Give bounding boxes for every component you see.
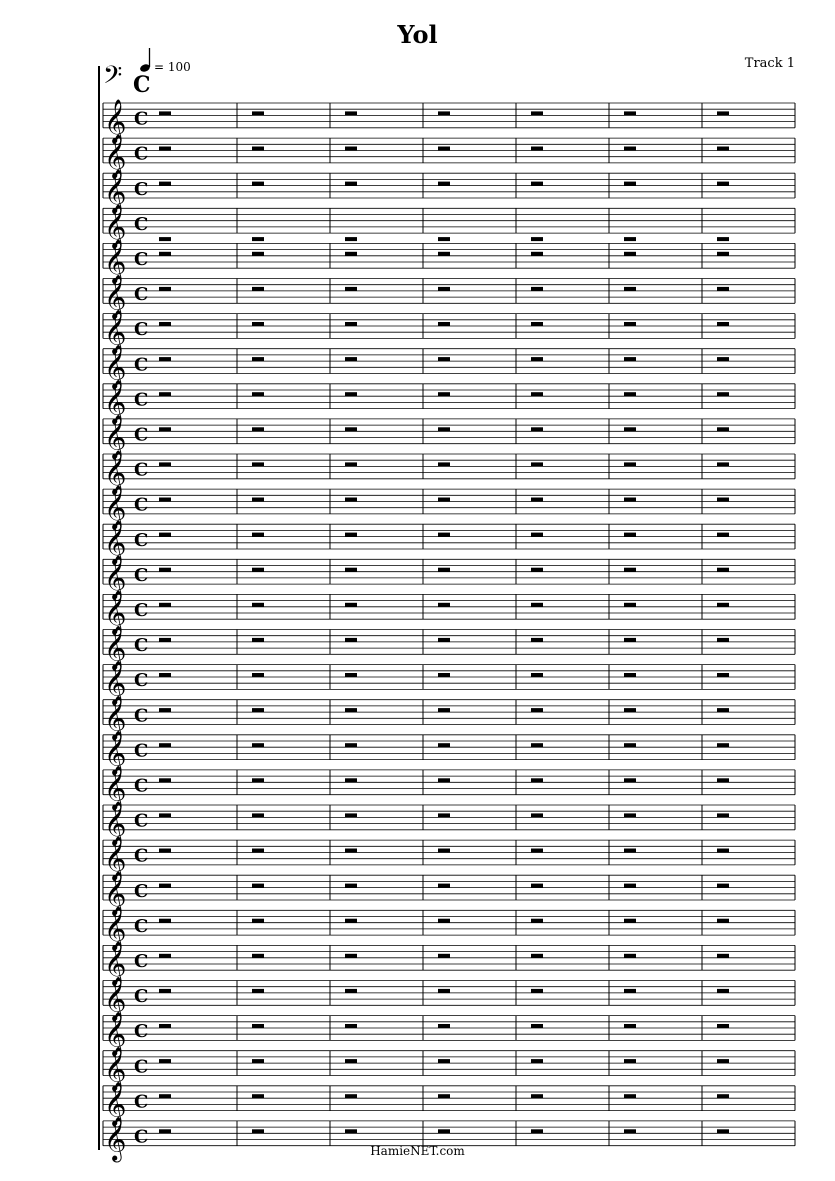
half-rest bbox=[531, 603, 543, 607]
treble-clef-icon: 𝄞 bbox=[104, 1011, 127, 1056]
half-rest bbox=[717, 989, 729, 993]
half-rest bbox=[252, 462, 264, 466]
half-rest bbox=[345, 849, 357, 853]
time-signature: C bbox=[134, 810, 149, 832]
half-rest bbox=[531, 884, 543, 888]
half-rest bbox=[345, 989, 357, 993]
treble-clef-icon: 𝄞 bbox=[104, 625, 127, 670]
half-rest bbox=[345, 252, 357, 256]
time-signature: C bbox=[134, 494, 149, 516]
half-rest bbox=[531, 1094, 543, 1098]
time-signature: C bbox=[134, 143, 149, 165]
half-rest bbox=[345, 111, 357, 115]
half-rest bbox=[345, 322, 357, 326]
half-rest bbox=[159, 182, 171, 186]
half-rest bbox=[159, 884, 171, 888]
half-rest bbox=[252, 182, 264, 186]
half-rest bbox=[624, 182, 636, 186]
half-rest bbox=[159, 813, 171, 817]
half-rest bbox=[531, 357, 543, 361]
half-rest bbox=[252, 237, 264, 241]
half-rest bbox=[624, 147, 636, 151]
half-rest bbox=[438, 568, 450, 572]
time-signature: C bbox=[134, 213, 149, 235]
half-rest bbox=[345, 498, 357, 502]
half-rest bbox=[531, 989, 543, 993]
treble-clef-icon: 𝄞 bbox=[104, 800, 127, 845]
time-signature: C bbox=[134, 319, 149, 341]
half-rest bbox=[717, 1024, 729, 1028]
half-rest bbox=[252, 1129, 264, 1133]
half-rest bbox=[252, 392, 264, 396]
half-rest bbox=[624, 498, 636, 502]
half-rest bbox=[531, 252, 543, 256]
half-rest bbox=[345, 392, 357, 396]
half-rest bbox=[438, 147, 450, 151]
half-rest bbox=[438, 392, 450, 396]
half-rest bbox=[624, 813, 636, 817]
half-rest bbox=[624, 673, 636, 677]
half-rest bbox=[624, 237, 636, 241]
half-rest bbox=[624, 427, 636, 431]
half-rest bbox=[624, 638, 636, 642]
treble-clef-icon: 𝄞 bbox=[104, 871, 127, 915]
half-rest bbox=[159, 954, 171, 958]
half-rest bbox=[252, 1059, 264, 1063]
half-rest bbox=[531, 1024, 543, 1028]
half-rest bbox=[345, 603, 357, 607]
half-rest bbox=[531, 182, 543, 186]
half-rest bbox=[252, 954, 264, 958]
half-rest bbox=[717, 462, 729, 466]
half-rest bbox=[624, 919, 636, 923]
time-signature: C bbox=[134, 635, 149, 657]
instrument-label: Track 1 bbox=[744, 56, 795, 71]
half-rest bbox=[624, 954, 636, 958]
half-rest bbox=[345, 1129, 357, 1133]
half-rest bbox=[159, 708, 171, 712]
time-signature: C bbox=[134, 389, 149, 411]
half-rest bbox=[717, 1094, 729, 1098]
half-rest bbox=[438, 954, 450, 958]
half-rest bbox=[438, 1129, 450, 1133]
half-rest bbox=[438, 673, 450, 677]
half-rest bbox=[438, 182, 450, 186]
half-rest bbox=[345, 533, 357, 537]
half-rest bbox=[252, 357, 264, 361]
half-rest bbox=[438, 813, 450, 817]
time-signature: C bbox=[134, 740, 149, 762]
treble-clef-icon: 𝄞 bbox=[104, 1116, 127, 1161]
half-rest bbox=[438, 708, 450, 712]
treble-clef-icon: 𝄞 bbox=[104, 660, 127, 705]
half-rest bbox=[345, 743, 357, 747]
half-rest bbox=[159, 392, 171, 396]
half-rest bbox=[438, 638, 450, 642]
half-rest bbox=[159, 147, 171, 151]
half-rest bbox=[624, 1059, 636, 1063]
half-rest bbox=[717, 813, 729, 817]
half-rest bbox=[624, 252, 636, 256]
half-rest bbox=[717, 919, 729, 923]
half-rest bbox=[624, 708, 636, 712]
half-rest bbox=[252, 498, 264, 502]
half-rest bbox=[717, 708, 729, 712]
half-rest bbox=[624, 392, 636, 396]
half-rest bbox=[624, 884, 636, 888]
half-rest bbox=[624, 849, 636, 853]
time-signature: C bbox=[134, 951, 149, 972]
half-rest bbox=[252, 252, 264, 256]
treble-clef-icon: 𝄞 bbox=[104, 941, 127, 986]
half-rest bbox=[438, 1059, 450, 1063]
half-rest bbox=[531, 322, 543, 326]
treble-clef-icon: 𝄞 bbox=[104, 204, 127, 249]
half-rest bbox=[531, 778, 543, 782]
half-rest bbox=[717, 357, 729, 361]
half-rest bbox=[531, 568, 543, 572]
half-rest bbox=[624, 357, 636, 361]
treble-clef-icon: 𝄞 bbox=[104, 169, 127, 213]
half-rest bbox=[624, 743, 636, 747]
half-rest bbox=[159, 673, 171, 677]
half-rest bbox=[345, 147, 357, 151]
time-signature: C bbox=[134, 178, 149, 200]
half-rest bbox=[624, 989, 636, 993]
half-rest bbox=[345, 287, 357, 291]
half-rest bbox=[159, 111, 171, 115]
half-rest bbox=[345, 813, 357, 817]
half-rest bbox=[717, 111, 729, 115]
footer-credit: HamieNET.com bbox=[370, 1144, 465, 1158]
treble-clef-icon: 𝄞 bbox=[104, 730, 127, 775]
half-rest bbox=[345, 919, 357, 923]
half-rest bbox=[438, 462, 450, 466]
time-signature: C bbox=[134, 775, 149, 797]
half-rest bbox=[717, 427, 729, 431]
score-title: Yol bbox=[397, 20, 438, 49]
half-rest bbox=[252, 427, 264, 431]
half-rest bbox=[252, 638, 264, 642]
half-rest bbox=[345, 237, 357, 241]
treble-clef-icon: 𝄞 bbox=[104, 274, 127, 319]
half-rest bbox=[438, 919, 450, 923]
half-rest bbox=[438, 498, 450, 502]
time-signature: C bbox=[134, 705, 149, 727]
half-rest bbox=[531, 743, 543, 747]
treble-clef-icon: 𝄞 bbox=[104, 976, 127, 1021]
time-signature: C bbox=[134, 986, 149, 1008]
half-rest bbox=[624, 1024, 636, 1028]
time-signature: C bbox=[133, 72, 151, 98]
half-rest bbox=[345, 182, 357, 186]
half-rest bbox=[624, 533, 636, 537]
half-rest bbox=[438, 849, 450, 853]
half-rest bbox=[159, 498, 171, 502]
half-rest bbox=[252, 1094, 264, 1098]
half-rest bbox=[531, 849, 543, 853]
time-signature: C bbox=[134, 284, 149, 306]
half-rest bbox=[531, 498, 543, 502]
treble-clef-icon: 𝄞 bbox=[104, 309, 127, 354]
half-rest bbox=[717, 287, 729, 291]
half-rest bbox=[159, 638, 171, 642]
half-rest bbox=[252, 778, 264, 782]
half-rest bbox=[717, 568, 729, 572]
half-rest bbox=[624, 603, 636, 607]
tempo-marking: = 100 bbox=[154, 60, 191, 74]
treble-clef-icon: 𝄞 bbox=[104, 835, 127, 880]
treble-clef-icon: 𝄞 bbox=[104, 590, 127, 635]
half-rest bbox=[252, 673, 264, 677]
half-rest bbox=[531, 638, 543, 642]
time-signature: C bbox=[134, 249, 149, 270]
treble-clef-icon: 𝄞 bbox=[104, 414, 127, 459]
time-signature: C bbox=[134, 670, 149, 692]
time-signature: C bbox=[134, 564, 149, 586]
half-rest bbox=[345, 462, 357, 466]
half-rest bbox=[438, 237, 450, 241]
half-rest bbox=[345, 1094, 357, 1098]
treble-clef-icon: 𝄞 bbox=[104, 1046, 127, 1091]
half-rest bbox=[345, 1059, 357, 1063]
half-rest bbox=[624, 462, 636, 466]
half-rest bbox=[159, 919, 171, 923]
half-rest bbox=[717, 498, 729, 502]
half-rest bbox=[531, 1059, 543, 1063]
half-rest bbox=[624, 111, 636, 115]
half-rest bbox=[159, 427, 171, 431]
treble-clef-icon: 𝄞 bbox=[104, 1081, 127, 1126]
time-signature: C bbox=[134, 529, 149, 551]
half-rest bbox=[345, 568, 357, 572]
treble-clef-icon: 𝄞 bbox=[104, 520, 127, 564]
half-rest bbox=[624, 322, 636, 326]
treble-clef-icon: 𝄞 bbox=[104, 906, 127, 951]
treble-clef-icon: 𝄞 bbox=[104, 379, 127, 424]
half-rest bbox=[624, 568, 636, 572]
treble-clef-icon: 𝄞 bbox=[104, 484, 127, 529]
half-rest bbox=[717, 638, 729, 642]
half-rest bbox=[531, 392, 543, 396]
time-signature: C bbox=[134, 108, 149, 130]
half-rest bbox=[252, 884, 264, 888]
half-rest bbox=[159, 533, 171, 537]
half-rest bbox=[252, 989, 264, 993]
half-rest bbox=[438, 322, 450, 326]
half-rest bbox=[624, 1094, 636, 1098]
half-rest bbox=[159, 322, 171, 326]
half-rest bbox=[252, 568, 264, 572]
half-rest bbox=[159, 462, 171, 466]
time-signature: C bbox=[134, 1056, 149, 1078]
half-rest bbox=[438, 1024, 450, 1028]
half-rest bbox=[159, 568, 171, 572]
half-rest bbox=[159, 1024, 171, 1028]
half-rest bbox=[438, 427, 450, 431]
half-rest bbox=[717, 322, 729, 326]
half-rest bbox=[438, 743, 450, 747]
half-rest bbox=[252, 849, 264, 853]
half-rest bbox=[159, 989, 171, 993]
time-signature: C bbox=[134, 845, 149, 867]
half-rest bbox=[717, 849, 729, 853]
bass-clef-icon: 𝄢 bbox=[103, 61, 123, 96]
half-rest bbox=[531, 147, 543, 151]
half-rest bbox=[717, 778, 729, 782]
half-rest bbox=[717, 237, 729, 241]
half-rest bbox=[531, 919, 543, 923]
half-rest bbox=[345, 427, 357, 431]
time-signature: C bbox=[134, 1021, 149, 1043]
half-rest bbox=[159, 778, 171, 782]
half-rest bbox=[345, 1024, 357, 1028]
treble-clef-icon: 𝄞 bbox=[104, 555, 127, 600]
half-rest bbox=[531, 673, 543, 677]
half-rest bbox=[159, 1129, 171, 1133]
half-rest bbox=[252, 813, 264, 817]
half-rest bbox=[624, 1129, 636, 1133]
half-rest bbox=[252, 287, 264, 291]
half-rest bbox=[717, 884, 729, 888]
half-rest bbox=[252, 1024, 264, 1028]
time-signature: C bbox=[134, 1126, 149, 1148]
treble-clef-icon: 𝄞 bbox=[104, 239, 127, 284]
half-rest bbox=[345, 357, 357, 361]
treble-clef-icon: 𝄞 bbox=[104, 133, 127, 178]
half-rest bbox=[252, 147, 264, 151]
half-rest bbox=[717, 673, 729, 677]
half-rest bbox=[717, 252, 729, 256]
half-rest bbox=[345, 638, 357, 642]
half-rest bbox=[531, 237, 543, 241]
half-rest bbox=[159, 357, 171, 361]
half-rest bbox=[531, 1129, 543, 1133]
half-rest bbox=[531, 427, 543, 431]
time-signature: C bbox=[134, 880, 149, 902]
time-signature: C bbox=[134, 459, 149, 481]
half-rest bbox=[438, 287, 450, 291]
half-rest bbox=[345, 884, 357, 888]
half-rest bbox=[159, 743, 171, 747]
time-signature: C bbox=[134, 915, 149, 937]
half-rest bbox=[717, 533, 729, 537]
half-rest bbox=[531, 462, 543, 466]
half-rest bbox=[438, 778, 450, 782]
half-rest bbox=[252, 533, 264, 537]
half-rest bbox=[252, 603, 264, 607]
half-rest bbox=[438, 111, 450, 115]
half-rest bbox=[159, 603, 171, 607]
half-rest bbox=[717, 182, 729, 186]
half-rest bbox=[531, 954, 543, 958]
half-rest bbox=[252, 743, 264, 747]
half-rest bbox=[345, 954, 357, 958]
half-rest bbox=[624, 778, 636, 782]
half-rest bbox=[717, 392, 729, 396]
half-rest bbox=[345, 673, 357, 677]
half-rest bbox=[438, 252, 450, 256]
half-rest bbox=[159, 287, 171, 291]
half-rest bbox=[717, 1129, 729, 1133]
quarter-note-icon bbox=[139, 48, 151, 73]
half-rest bbox=[252, 919, 264, 923]
half-rest bbox=[159, 252, 171, 256]
half-rest bbox=[438, 533, 450, 537]
half-rest bbox=[159, 1094, 171, 1098]
half-rest bbox=[345, 708, 357, 712]
half-rest bbox=[438, 1094, 450, 1098]
half-rest bbox=[252, 111, 264, 115]
half-rest bbox=[438, 884, 450, 888]
half-rest bbox=[624, 287, 636, 291]
half-rest bbox=[531, 287, 543, 291]
staff-system bbox=[103, 99, 795, 1163]
half-rest bbox=[531, 111, 543, 115]
treble-clef-icon: 𝄞 bbox=[104, 695, 127, 740]
half-rest bbox=[252, 322, 264, 326]
time-signature: C bbox=[134, 1091, 149, 1113]
treble-clef-icon: 𝄞 bbox=[104, 765, 127, 810]
half-rest bbox=[717, 147, 729, 151]
half-rest bbox=[717, 603, 729, 607]
half-rest bbox=[345, 778, 357, 782]
half-rest bbox=[717, 743, 729, 747]
half-rest bbox=[438, 603, 450, 607]
treble-clef-icon: 𝄞 bbox=[104, 98, 127, 143]
time-signature: C bbox=[134, 424, 149, 446]
time-signature: C bbox=[134, 600, 149, 621]
half-rest bbox=[531, 813, 543, 817]
half-rest bbox=[717, 954, 729, 958]
half-rest bbox=[252, 708, 264, 712]
treble-clef-icon: 𝄞 bbox=[104, 344, 127, 389]
half-rest bbox=[159, 849, 171, 853]
time-signature: C bbox=[134, 354, 149, 376]
half-rest bbox=[438, 357, 450, 361]
half-rest bbox=[159, 1059, 171, 1063]
treble-clef-icon: 𝄞 bbox=[104, 449, 127, 494]
half-rest bbox=[717, 1059, 729, 1063]
half-rest bbox=[531, 533, 543, 537]
half-rest bbox=[531, 708, 543, 712]
half-rest bbox=[159, 237, 171, 241]
half-rest bbox=[438, 989, 450, 993]
